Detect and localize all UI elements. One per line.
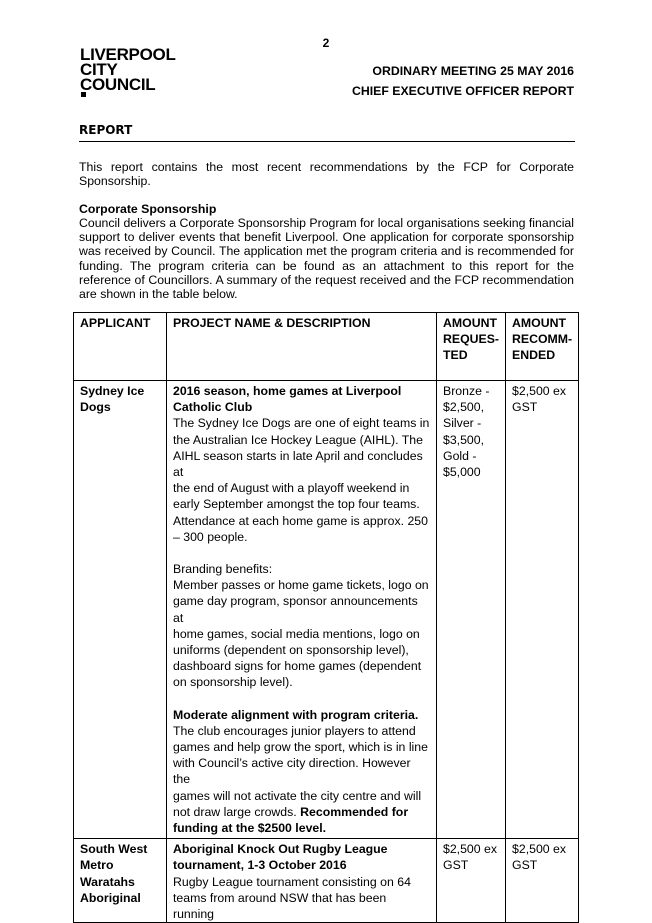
logo-line-3: COUNCIL (80, 77, 176, 97)
meeting-title: ORDINARY MEETING 25 MAY 2016 (372, 64, 574, 78)
header-applicant: APPLICANT (74, 313, 167, 381)
intro-paragraph: This report contains the most recent recommendations by the FCP for Corporate Sponsorship. (79, 160, 574, 189)
sponsorship-heading: Corporate Sponsorship (79, 202, 217, 216)
logo-line-1: LIVERPOOL (80, 45, 176, 64)
table-row (74, 839, 579, 923)
requested-cell: Bronze - $2,500, Silver - $3,500, Gold - $5,000 (437, 381, 506, 839)
report-heading: REPORT (79, 123, 133, 137)
page-number: 2 (322, 36, 330, 50)
council-logo (80, 47, 176, 97)
header-recommended: AMOUNT RECOMM- ENDED (506, 313, 579, 381)
requested-cell: $2,500 ex GST (437, 839, 506, 923)
sponsorship-table (73, 312, 579, 923)
applicant-cell: Sydney Ice Dogs (74, 381, 167, 839)
heading-rule (79, 141, 575, 142)
report-type: CHIEF EXECUTIVE OFFICER REPORT (351, 84, 574, 98)
table-header-row (74, 313, 579, 381)
project-cell: 2016 season, home games at Liverpool Catholic Club The Sydney Ice Dogs are one of eight teams in the Australian Ice Hockey League (AIHL). The AIHL season starts in late April and concludes at the end of August with a playoff weekend in early September amongst the top four teams. Attendance at each home game is approx. 250 – 300 people. Branding benefits: Member passes or home game tickets, logo on game day program, sponsor announcements at home games, social media mentions, logo on uniforms (dependent on sponsorship level), dashboard signs for home games (dependent on sponsorship level). Moderate alignment with program criteria. The club encourages junior players to attend games and help grow the sport, which is in line with Council’s active city direction. However the games will not activate the city centre and will not draw large crowds. Recommended for funding at the $2500 level. (167, 381, 437, 839)
applicant-cell: South West Metro Waratahs Aboriginal (74, 839, 167, 923)
sponsorship-paragraph: Council delivers a Corporate Sponsorship Program for local organisations seeking financial support to deliver events that benefit Liverpool. One application for corporate sponsorship was received by Council. The application met the program criteria and is recommended for funding. The program criteria can be found as an attachment to this report for the reference of Councillors. A summary of the request received and the FCP recommendation are shown in the table below. (79, 216, 574, 302)
meeting-header (352, 61, 574, 101)
table-row (74, 381, 579, 839)
recommended-cell: $2,500 ex GST (506, 381, 579, 839)
recommended-cell: $2,500 ex GST (506, 839, 579, 923)
project-cell: Aboriginal Knock Out Rugby League tournament, 1-3 October 2016 Rugby League tournament consisting on 64 teams from around NSW that has been running (167, 839, 437, 923)
header-requested: AMOUNT REQUES- TED (437, 313, 506, 381)
header-project: PROJECT NAME & DESCRIPTION (167, 313, 437, 381)
logo-line-2: CITY (80, 60, 118, 79)
